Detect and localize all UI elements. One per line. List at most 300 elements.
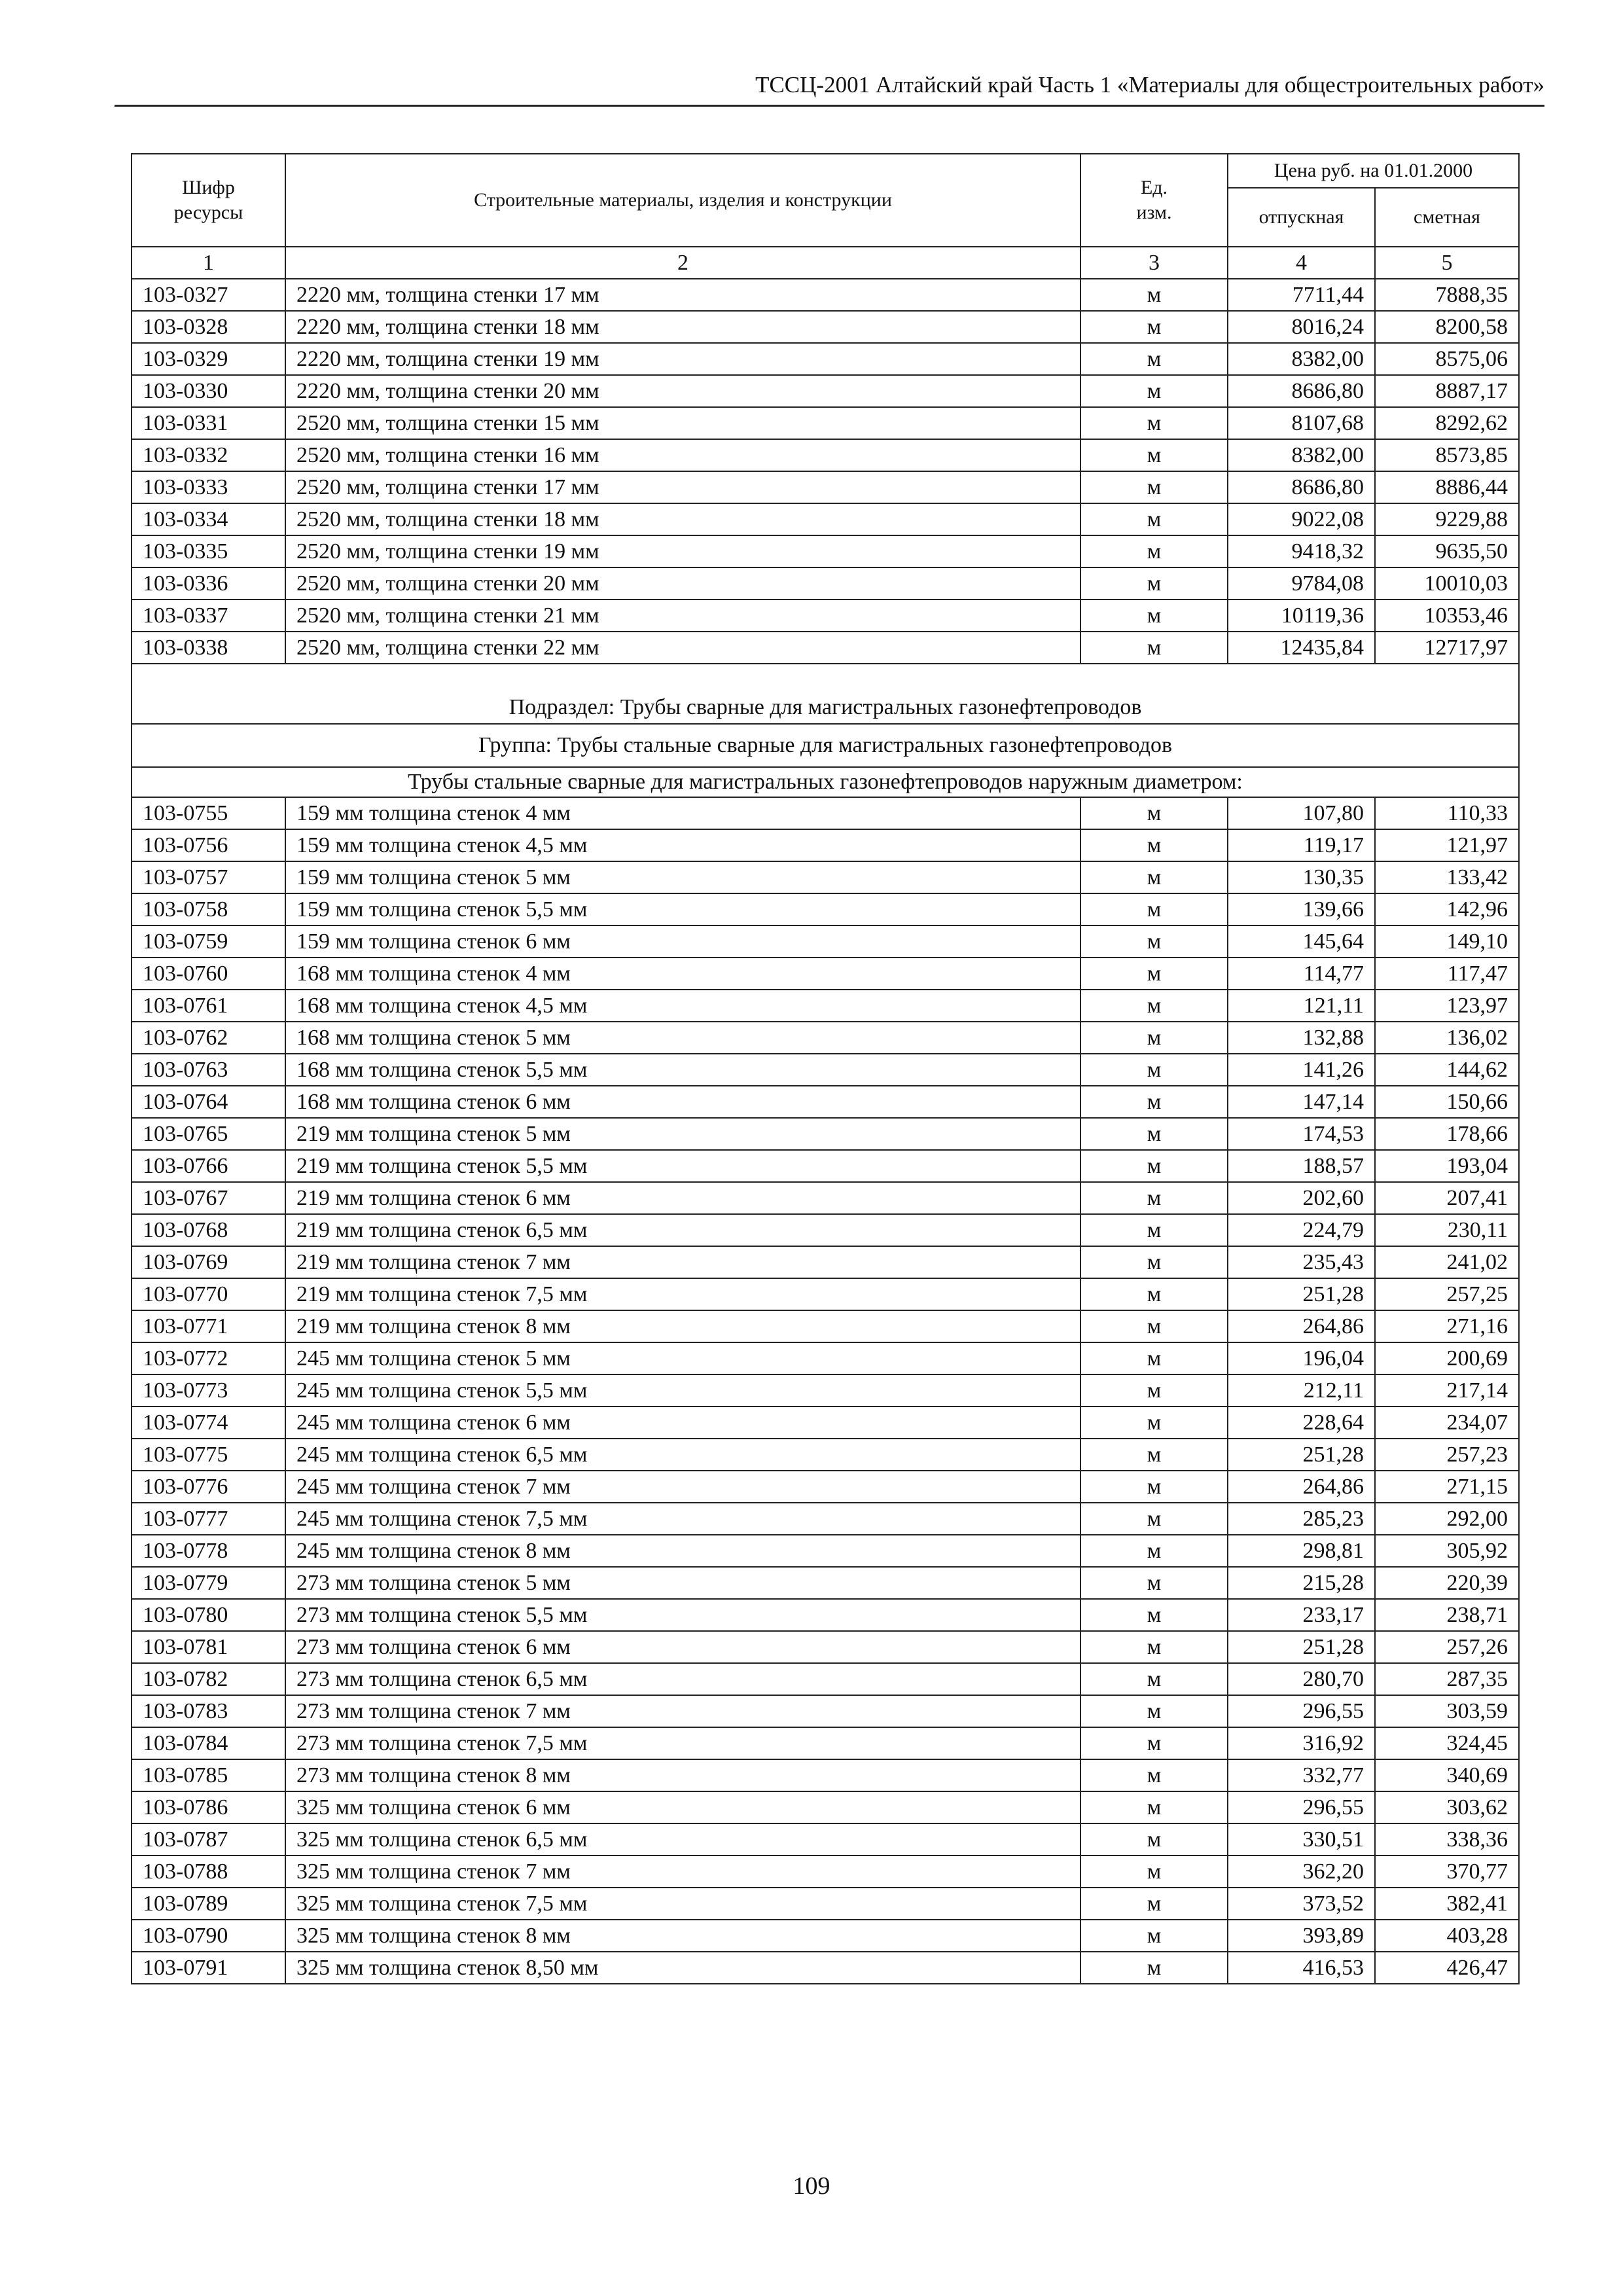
resource-code: 103-0791 — [132, 1952, 285, 1984]
release-price: 202,60 — [1228, 1182, 1375, 1214]
resource-code: 103-0756 — [132, 829, 285, 861]
release-price: 107,80 — [1228, 797, 1375, 829]
table-row — [132, 1920, 1519, 1952]
group-description-row — [132, 767, 1519, 797]
release-price: 296,55 — [1228, 1695, 1375, 1727]
table-row — [132, 1054, 1519, 1086]
resource-code: 103-0760 — [132, 958, 285, 990]
unit-of-measure: м — [1080, 1856, 1228, 1888]
release-price: 212,11 — [1228, 1374, 1375, 1407]
material-name: 273 мм толщина стенок 8 мм — [285, 1759, 1080, 1791]
release-price: 362,20 — [1228, 1856, 1375, 1888]
table-row — [132, 567, 1519, 600]
release-price: 285,23 — [1228, 1503, 1375, 1535]
price-table — [131, 153, 1520, 1984]
material-name: 159 мм толщина стенок 4,5 мм — [285, 829, 1080, 861]
unit-of-measure: м — [1080, 1631, 1228, 1663]
release-price: 233,17 — [1228, 1599, 1375, 1631]
group-title: Группа: Трубы стальные сварные для магистральных газонефтепроводов — [132, 724, 1519, 767]
material-name: 168 мм толщина стенок 4 мм — [285, 958, 1080, 990]
table-row — [132, 503, 1519, 535]
estimate-price: 220,39 — [1375, 1567, 1519, 1599]
unit-of-measure: м — [1080, 343, 1228, 375]
material-name: 325 мм толщина стенок 8 мм — [285, 1920, 1080, 1952]
resource-code: 103-0788 — [132, 1856, 285, 1888]
estimate-price: 8573,85 — [1375, 439, 1519, 471]
resource-code: 103-0764 — [132, 1086, 285, 1118]
estimate-price: 324,45 — [1375, 1727, 1519, 1759]
material-name: 2520 мм, толщина стенки 20 мм — [285, 567, 1080, 600]
material-name: 159 мм толщина стенок 4 мм — [285, 797, 1080, 829]
resource-code: 103-0338 — [132, 632, 285, 664]
table-row — [132, 1695, 1519, 1727]
table-row — [132, 1952, 1519, 1984]
column-number-row — [132, 247, 1519, 279]
header-code: Шифр ресурсы — [132, 154, 285, 247]
material-name: 159 мм толщина стенок 6 мм — [285, 925, 1080, 958]
table-row — [132, 1022, 1519, 1054]
unit-of-measure: м — [1080, 535, 1228, 567]
estimate-price: 8292,62 — [1375, 407, 1519, 439]
estimate-price: 271,16 — [1375, 1310, 1519, 1342]
release-price: 316,92 — [1228, 1727, 1375, 1759]
estimate-price: 8887,17 — [1375, 375, 1519, 407]
material-name: 245 мм толщина стенок 7 мм — [285, 1471, 1080, 1503]
resource-code: 103-0779 — [132, 1567, 285, 1599]
estimate-price: 8886,44 — [1375, 471, 1519, 503]
unit-of-measure: м — [1080, 990, 1228, 1022]
unit-of-measure: м — [1080, 407, 1228, 439]
estimate-price: 136,02 — [1375, 1022, 1519, 1054]
resource-code: 103-0769 — [132, 1246, 285, 1278]
estimate-price: 150,66 — [1375, 1086, 1519, 1118]
table-row — [132, 1599, 1519, 1631]
resource-code: 103-0329 — [132, 343, 285, 375]
estimate-price: 207,41 — [1375, 1182, 1519, 1214]
material-name: 2520 мм, толщина стенки 22 мм — [285, 632, 1080, 664]
table-row — [132, 925, 1519, 958]
estimate-price: 303,59 — [1375, 1695, 1519, 1727]
material-name: 168 мм толщина стенок 5 мм — [285, 1022, 1080, 1054]
release-price: 264,86 — [1228, 1471, 1375, 1503]
resource-code: 103-0777 — [132, 1503, 285, 1535]
release-price: 114,77 — [1228, 958, 1375, 990]
release-price: 132,88 — [1228, 1022, 1375, 1054]
release-price: 393,89 — [1228, 1920, 1375, 1952]
resource-code: 103-0778 — [132, 1535, 285, 1567]
material-name: 2520 мм, толщина стенки 16 мм — [285, 439, 1080, 471]
table-body — [132, 247, 1519, 1984]
resource-code: 103-0759 — [132, 925, 285, 958]
resource-code: 103-0782 — [132, 1663, 285, 1695]
unit-of-measure: м — [1080, 1663, 1228, 1695]
page-number: 109 — [793, 2172, 830, 2200]
material-name: 245 мм толщина стенок 7,5 мм — [285, 1503, 1080, 1535]
material-name: 273 мм толщина стенок 5,5 мм — [285, 1599, 1080, 1631]
release-price: 141,26 — [1228, 1054, 1375, 1086]
resource-code: 103-0330 — [132, 375, 285, 407]
table-row — [132, 407, 1519, 439]
resource-code: 103-0776 — [132, 1471, 285, 1503]
resource-code: 103-0774 — [132, 1407, 285, 1439]
unit-of-measure: м — [1080, 1086, 1228, 1118]
resource-code: 103-0328 — [132, 311, 285, 343]
table-row — [132, 600, 1519, 632]
table-row — [132, 1535, 1519, 1567]
table-row — [132, 1342, 1519, 1374]
table-row — [132, 1823, 1519, 1856]
resource-code: 103-0772 — [132, 1342, 285, 1374]
group-title-row — [132, 724, 1519, 767]
material-name: 219 мм толщина стенок 5,5 мм — [285, 1150, 1080, 1182]
table-row — [132, 1182, 1519, 1214]
release-price: 9784,08 — [1228, 567, 1375, 600]
release-price: 280,70 — [1228, 1663, 1375, 1695]
material-name: 219 мм толщина стенок 8 мм — [285, 1310, 1080, 1342]
table-row — [132, 1310, 1519, 1342]
table-row — [132, 1631, 1519, 1663]
estimate-price: 271,15 — [1375, 1471, 1519, 1503]
material-name: 2220 мм, толщина стенки 18 мм — [285, 311, 1080, 343]
resource-code: 103-0789 — [132, 1888, 285, 1920]
unit-of-measure: м — [1080, 1118, 1228, 1150]
unit-of-measure: м — [1080, 439, 1228, 471]
unit-of-measure: м — [1080, 1727, 1228, 1759]
release-price: 416,53 — [1228, 1952, 1375, 1984]
estimate-price: 303,62 — [1375, 1791, 1519, 1823]
resource-code: 103-0770 — [132, 1278, 285, 1310]
release-price: 224,79 — [1228, 1214, 1375, 1246]
material-name: 159 мм толщина стенок 5 мм — [285, 861, 1080, 893]
table-row — [132, 1791, 1519, 1823]
unit-of-measure: м — [1080, 1182, 1228, 1214]
material-name: 273 мм толщина стенок 6 мм — [285, 1631, 1080, 1663]
resource-code: 103-0765 — [132, 1118, 285, 1150]
estimate-price: 12717,97 — [1375, 632, 1519, 664]
release-price: 332,77 — [1228, 1759, 1375, 1791]
estimate-price: 7888,35 — [1375, 279, 1519, 311]
material-name: 325 мм толщина стенок 8,50 мм — [285, 1952, 1080, 1984]
estimate-price: 142,96 — [1375, 893, 1519, 925]
material-name: 325 мм толщина стенок 6 мм — [285, 1791, 1080, 1823]
resource-code: 103-0783 — [132, 1695, 285, 1727]
estimate-price: 257,23 — [1375, 1439, 1519, 1471]
estimate-price: 8200,58 — [1375, 311, 1519, 343]
resource-code: 103-0784 — [132, 1727, 285, 1759]
estimate-price: 257,25 — [1375, 1278, 1519, 1310]
estimate-price: 133,42 — [1375, 861, 1519, 893]
resource-code: 103-0780 — [132, 1599, 285, 1631]
unit-of-measure: м — [1080, 1342, 1228, 1374]
unit-of-measure: м — [1080, 279, 1228, 311]
material-name: 2520 мм, толщина стенки 19 мм — [285, 535, 1080, 567]
material-name: 168 мм толщина стенок 4,5 мм — [285, 990, 1080, 1022]
estimate-price: 10353,46 — [1375, 600, 1519, 632]
unit-of-measure: м — [1080, 1695, 1228, 1727]
estimate-price: 178,66 — [1375, 1118, 1519, 1150]
table-row — [132, 1888, 1519, 1920]
release-price: 7711,44 — [1228, 279, 1375, 311]
unit-of-measure: м — [1080, 1214, 1228, 1246]
material-name: 159 мм толщина стенок 5,5 мм — [285, 893, 1080, 925]
estimate-price: 123,97 — [1375, 990, 1519, 1022]
estimate-price: 292,00 — [1375, 1503, 1519, 1535]
column-number: 4 — [1228, 247, 1375, 279]
estimate-price: 370,77 — [1375, 1856, 1519, 1888]
resource-code: 103-0327 — [132, 279, 285, 311]
table-row — [132, 1278, 1519, 1310]
material-name: 2220 мм, толщина стенки 20 мм — [285, 375, 1080, 407]
table-row — [132, 958, 1519, 990]
release-price: 373,52 — [1228, 1888, 1375, 1920]
release-price: 251,28 — [1228, 1439, 1375, 1471]
release-price: 12435,84 — [1228, 632, 1375, 664]
unit-of-measure: м — [1080, 1054, 1228, 1086]
table-row — [132, 1727, 1519, 1759]
unit-of-measure: м — [1080, 1888, 1228, 1920]
resource-code: 103-0787 — [132, 1823, 285, 1856]
estimate-price: 241,02 — [1375, 1246, 1519, 1278]
unit-of-measure: м — [1080, 1567, 1228, 1599]
release-price: 251,28 — [1228, 1278, 1375, 1310]
resource-code: 103-0790 — [132, 1920, 285, 1952]
table-row — [132, 1503, 1519, 1535]
material-name: 2520 мм, толщина стенки 15 мм — [285, 407, 1080, 439]
release-price: 264,86 — [1228, 1310, 1375, 1342]
header-name: Строительные материалы, изделия и конструкции — [285, 154, 1080, 247]
release-price: 10119,36 — [1228, 600, 1375, 632]
material-name: 168 мм толщина стенок 5,5 мм — [285, 1054, 1080, 1086]
material-name: 325 мм толщина стенок 7 мм — [285, 1856, 1080, 1888]
release-price: 8107,68 — [1228, 407, 1375, 439]
table-row — [132, 1214, 1519, 1246]
material-name: 325 мм толщина стенок 7,5 мм — [285, 1888, 1080, 1920]
unit-of-measure: м — [1080, 1823, 1228, 1856]
resource-code: 103-0766 — [132, 1150, 285, 1182]
resource-code: 103-0768 — [132, 1214, 285, 1246]
unit-of-measure: м — [1080, 1503, 1228, 1535]
estimate-price: 193,04 — [1375, 1150, 1519, 1182]
unit-of-measure: м — [1080, 925, 1228, 958]
table-row — [132, 535, 1519, 567]
column-number: 1 — [132, 247, 285, 279]
resource-code: 103-0334 — [132, 503, 285, 535]
resource-code: 103-0335 — [132, 535, 285, 567]
header-price-estimate: сметная — [1375, 188, 1519, 247]
material-name: 2520 мм, толщина стенки 17 мм — [285, 471, 1080, 503]
column-number: 5 — [1375, 247, 1519, 279]
resource-code: 103-0336 — [132, 567, 285, 600]
table-row — [132, 439, 1519, 471]
unit-of-measure: м — [1080, 1374, 1228, 1407]
release-price: 330,51 — [1228, 1823, 1375, 1856]
unit-of-measure: м — [1080, 1310, 1228, 1342]
resource-code: 103-0333 — [132, 471, 285, 503]
material-name: 2220 мм, толщина стенки 17 мм — [285, 279, 1080, 311]
table-row — [132, 1567, 1519, 1599]
estimate-price: 426,47 — [1375, 1952, 1519, 1984]
release-price: 8686,80 — [1228, 471, 1375, 503]
estimate-price: 287,35 — [1375, 1663, 1519, 1695]
estimate-price: 230,11 — [1375, 1214, 1519, 1246]
header-unit: Ед. изм. — [1080, 154, 1228, 247]
resource-code: 103-0763 — [132, 1054, 285, 1086]
resource-code: 103-0331 — [132, 407, 285, 439]
release-price: 121,11 — [1228, 990, 1375, 1022]
unit-of-measure: м — [1080, 1471, 1228, 1503]
estimate-price: 382,41 — [1375, 1888, 1519, 1920]
unit-of-measure: м — [1080, 958, 1228, 990]
table-row — [132, 1439, 1519, 1471]
release-price: 8382,00 — [1228, 343, 1375, 375]
release-price: 139,66 — [1228, 893, 1375, 925]
unit-of-measure: м — [1080, 1022, 1228, 1054]
estimate-price: 10010,03 — [1375, 567, 1519, 600]
material-name: 325 мм толщина стенок 6,5 мм — [285, 1823, 1080, 1856]
table-row — [132, 279, 1519, 311]
header-price-release: отпускная — [1228, 188, 1375, 247]
material-name: 273 мм толщина стенок 5 мм — [285, 1567, 1080, 1599]
release-price: 9022,08 — [1228, 503, 1375, 535]
table-row — [132, 1118, 1519, 1150]
release-price: 130,35 — [1228, 861, 1375, 893]
resource-code: 103-0767 — [132, 1182, 285, 1214]
estimate-price: 9229,88 — [1375, 503, 1519, 535]
subsection-title-row — [132, 664, 1519, 724]
estimate-price: 234,07 — [1375, 1407, 1519, 1439]
material-name: 273 мм толщина стенок 7 мм — [285, 1695, 1080, 1727]
material-name: 2520 мм, толщина стенки 18 мм — [285, 503, 1080, 535]
estimate-price: 149,10 — [1375, 925, 1519, 958]
estimate-price: 217,14 — [1375, 1374, 1519, 1407]
unit-of-measure: м — [1080, 829, 1228, 861]
unit-of-measure: м — [1080, 1920, 1228, 1952]
table-row — [132, 471, 1519, 503]
unit-of-measure: м — [1080, 503, 1228, 535]
estimate-price: 121,97 — [1375, 829, 1519, 861]
release-price: 235,43 — [1228, 1246, 1375, 1278]
estimate-price: 117,47 — [1375, 958, 1519, 990]
release-price: 145,64 — [1228, 925, 1375, 958]
unit-of-measure: м — [1080, 311, 1228, 343]
estimate-price: 340,69 — [1375, 1759, 1519, 1791]
release-price: 9418,32 — [1228, 535, 1375, 567]
resource-code: 103-0785 — [132, 1759, 285, 1791]
release-price: 8016,24 — [1228, 311, 1375, 343]
material-name: 219 мм толщина стенок 6 мм — [285, 1182, 1080, 1214]
unit-of-measure: м — [1080, 600, 1228, 632]
resource-code: 103-0761 — [132, 990, 285, 1022]
estimate-price: 257,26 — [1375, 1631, 1519, 1663]
estimate-price: 110,33 — [1375, 797, 1519, 829]
material-name: 273 мм толщина стенок 6,5 мм — [285, 1663, 1080, 1695]
unit-of-measure: м — [1080, 861, 1228, 893]
material-name: 2520 мм, толщина стенки 21 мм — [285, 600, 1080, 632]
release-price: 296,55 — [1228, 1791, 1375, 1823]
table-row — [132, 990, 1519, 1022]
resource-code: 103-0762 — [132, 1022, 285, 1054]
material-name: 273 мм толщина стенок 7,5 мм — [285, 1727, 1080, 1759]
release-price: 228,64 — [1228, 1407, 1375, 1439]
unit-of-measure: м — [1080, 1439, 1228, 1471]
table-row — [132, 1246, 1519, 1278]
estimate-price: 200,69 — [1375, 1342, 1519, 1374]
resource-code: 103-0337 — [132, 600, 285, 632]
release-price: 8686,80 — [1228, 375, 1375, 407]
estimate-price: 8575,06 — [1375, 343, 1519, 375]
table-row — [132, 375, 1519, 407]
table-row — [132, 1086, 1519, 1118]
column-number: 2 — [285, 247, 1080, 279]
unit-of-measure: м — [1080, 471, 1228, 503]
release-price: 215,28 — [1228, 1567, 1375, 1599]
unit-of-measure: м — [1080, 375, 1228, 407]
resource-code: 103-0773 — [132, 1374, 285, 1407]
table-row — [132, 861, 1519, 893]
release-price: 8382,00 — [1228, 439, 1375, 471]
material-name: 219 мм толщина стенок 5 мм — [285, 1118, 1080, 1150]
unit-of-measure: м — [1080, 1535, 1228, 1567]
material-name: 2220 мм, толщина стенки 19 мм — [285, 343, 1080, 375]
material-name: 245 мм толщина стенок 5,5 мм — [285, 1374, 1080, 1407]
unit-of-measure: м — [1080, 797, 1228, 829]
release-price: 174,53 — [1228, 1118, 1375, 1150]
resource-code: 103-0332 — [132, 439, 285, 471]
material-name: 168 мм толщина стенок 6 мм — [285, 1086, 1080, 1118]
page-header: ТССЦ-2001 Алтайский край Часть 1 «Материалы для общестроительных работ» — [115, 71, 1544, 107]
release-price: 196,04 — [1228, 1342, 1375, 1374]
table-row — [132, 1663, 1519, 1695]
unit-of-measure: м — [1080, 567, 1228, 600]
table-row — [132, 1150, 1519, 1182]
table-row — [132, 893, 1519, 925]
table-header — [132, 154, 1519, 247]
estimate-price: 305,92 — [1375, 1535, 1519, 1567]
release-price: 119,17 — [1228, 829, 1375, 861]
column-number: 3 — [1080, 247, 1228, 279]
estimate-price: 403,28 — [1375, 1920, 1519, 1952]
unit-of-measure: м — [1080, 1599, 1228, 1631]
unit-of-measure: м — [1080, 632, 1228, 664]
estimate-price: 338,36 — [1375, 1823, 1519, 1856]
unit-of-measure: м — [1080, 1150, 1228, 1182]
estimate-price: 144,62 — [1375, 1054, 1519, 1086]
material-name: 219 мм толщина стенок 7 мм — [285, 1246, 1080, 1278]
material-name: 219 мм толщина стенок 7,5 мм — [285, 1278, 1080, 1310]
unit-of-measure: м — [1080, 893, 1228, 925]
estimate-price: 9635,50 — [1375, 535, 1519, 567]
table-row — [132, 632, 1519, 664]
header-price-group: Цена руб. на 01.01.2000 — [1228, 154, 1519, 188]
resource-code: 103-0781 — [132, 1631, 285, 1663]
resource-code: 103-0755 — [132, 797, 285, 829]
release-price: 298,81 — [1228, 1535, 1375, 1567]
table-row — [132, 1374, 1519, 1407]
table-row — [132, 311, 1519, 343]
unit-of-measure: м — [1080, 1952, 1228, 1984]
table-row — [132, 829, 1519, 861]
group-description: Трубы стальные сварные для магистральных газонефтепроводов наружным диаметром: — [132, 767, 1519, 797]
resource-code: 103-0758 — [132, 893, 285, 925]
unit-of-measure: м — [1080, 1759, 1228, 1791]
material-name: 219 мм толщина стенок 6,5 мм — [285, 1214, 1080, 1246]
unit-of-measure: м — [1080, 1278, 1228, 1310]
table-row — [132, 797, 1519, 829]
table-row — [132, 1407, 1519, 1439]
unit-of-measure: м — [1080, 1246, 1228, 1278]
resource-code: 103-0757 — [132, 861, 285, 893]
table-row — [132, 1471, 1519, 1503]
